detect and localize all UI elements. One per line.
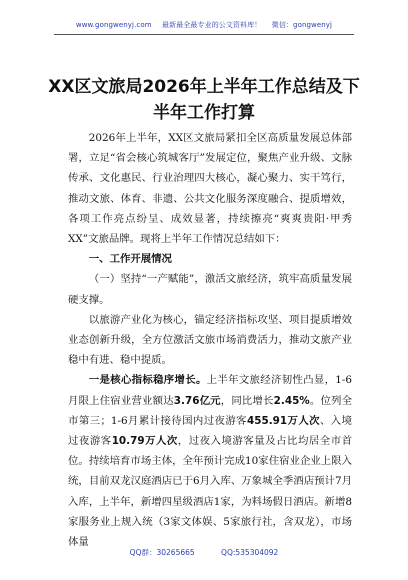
document-title: [40, 74, 368, 126]
point-1-text-d: 、入境过夜游客: [68, 414, 353, 448]
paragraph-2: 以旅游产业化为核心，锚定经济指标攻坚、项目提质增效业态创新升级，全方位激活文旅市场消费活力，推动文旅产业稳中有进、稳中提质。: [68, 313, 352, 367]
point-1-value-1: 3.76亿元: [173, 394, 221, 407]
point-1-lead: 一是核心指标稳序增长。: [88, 374, 207, 387]
footer: [0, 547, 408, 558]
point-1-text-c: 。位列全市第三；1-6月累计接待国内过夜游客: [68, 394, 353, 427]
intro-paragraph: 2026年上半年，XX区文旅局紧扣全区高质量发展总体部署，立足“省会核心筑城客厅”发展定位，聚焦产业升级、文脉传承、文化惠民、行业治理四大核心，凝心聚力、实干笃行，推动文旅、体育、非遗、公共文化服务深度融合、提质增效，各项工作亮点纷呈、成效显著，持续擦亮“爽爽贵阳·甲秀XX”文旅品牌。现将上半年工作情况总结如下：: [68, 132, 352, 246]
point-1-text-e: ，过夜入境游客量及占比均居全市首位。持续培育市场主体，全年预计完成10家住宿业企业上限入统，目前双龙汉庭酒店已于6月入库、万象城全季酒店预计7月入库，上半年，新增四星级酒店1家，为料场假日酒店。新增8家服务业上规入统（3家文体娱、5家旅行社，含双龙），市场体量: [68, 435, 353, 549]
section-heading-1: 一、工作开展情况: [88, 253, 172, 266]
subsection-heading-1: （一）坚持“一产赋能”，激活文旅经济，筑牢高质量发展硬支撑。: [68, 273, 352, 306]
document-body: [68, 128, 352, 552]
site-banner: [0, 20, 408, 30]
qq-number: QQ:535304092: [221, 548, 279, 557]
title-line-1: XX区文旅局2026年上半年工作总结及下: [48, 77, 360, 97]
point-1-value-2: 2.45%: [273, 394, 310, 407]
point-1-value-4: 10.79万人次: [111, 435, 178, 448]
paragraph-3: [68, 370, 352, 552]
point-1-value-3: 455.91万人次: [247, 414, 320, 427]
header-divider: [54, 34, 354, 35]
site-slogan: 最新最全最专业的公文资料库！: [162, 21, 262, 29]
title-line-2: 半年工作打算: [153, 103, 255, 123]
point-1-text-a: 上半年文旅经济韧性凸显，1-6月限上住宿业营业额达: [68, 374, 353, 407]
point-1-text-b: ，同比增长: [220, 394, 274, 407]
site-url-link[interactable]: www.gongwenyj.com: [75, 21, 152, 29]
wechat-id: 微信：gongwenyj: [271, 21, 333, 29]
qq-group: QQ群：30265665: [129, 548, 195, 557]
